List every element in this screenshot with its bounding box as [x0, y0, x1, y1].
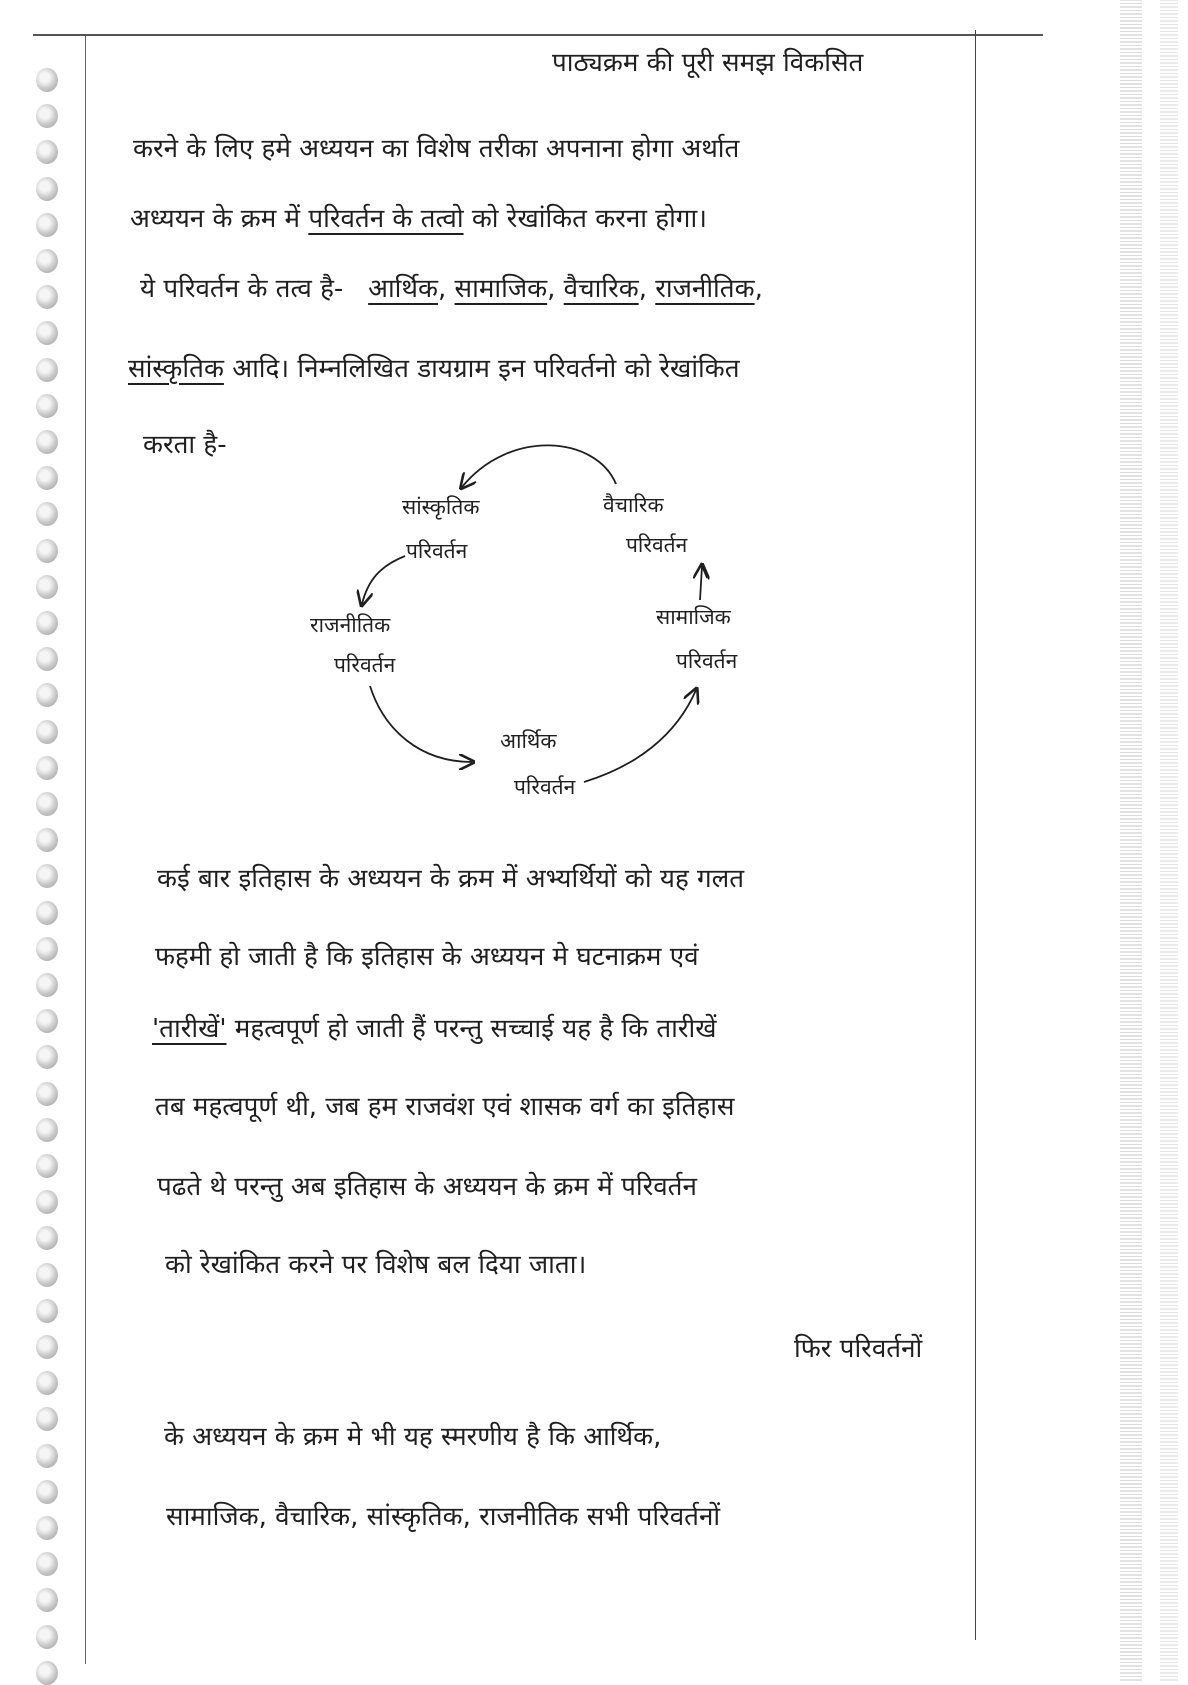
node-label: परिवर्तन	[676, 649, 738, 673]
underlined-term: आर्थिक	[368, 274, 438, 304]
node-label: वैचारिक	[603, 493, 664, 517]
node-label: सांस्कृतिक	[402, 495, 480, 519]
text-line-10: तब महत्वपूर्ण थी, जब हम राजवंश एवं शासक वर्ग का इतिहास	[155, 1092, 735, 1122]
underlined-term: परिवर्तन के तत्वो	[308, 204, 464, 234]
text-segment: ये परिवर्तन के तत्व है-	[140, 274, 344, 304]
node-label: परिवर्तन	[406, 539, 468, 563]
node-label: आर्थिक	[500, 729, 557, 753]
text-line-6: करता है-	[143, 430, 227, 460]
comma: ,	[754, 274, 763, 304]
diagram-node-samajik	[656, 605, 738, 673]
diagram-node-rajnitik	[310, 613, 396, 677]
underlined-term: राजनीतिक	[655, 274, 755, 304]
node-label: राजनीतिक	[310, 613, 391, 637]
node-label: परिवर्तन	[626, 533, 688, 557]
text-line-8: फहमी हो जाती है कि इतिहास के अध्ययन मे घटनाक्रम एवं	[155, 942, 699, 972]
text-line-9	[152, 1012, 717, 1046]
cycle-arrow	[362, 556, 405, 604]
comma: ,	[638, 274, 647, 304]
cycle-arrow	[462, 445, 616, 487]
text-line-2: करने के लिए हमे अध्ययन का विशेष तरीका अपनाना होगा अर्थात	[133, 134, 740, 164]
underlined-term: सामाजिक	[454, 274, 548, 304]
underlined-term: सांस्कृतिक	[128, 354, 224, 384]
text-line-12: को रेखांकित करने पर विशेष बल दिया जाता।	[165, 1250, 587, 1280]
text-segment: अध्ययन के क्रम में	[130, 204, 301, 234]
cycle-arrow	[700, 566, 702, 600]
node-label: परिवर्तन	[334, 653, 396, 677]
text-line-7: कई बार इतिहास के अध्ययन के क्रम में अभ्यर्थियों को यह गलत	[157, 864, 745, 894]
underlined-term: वैचारिक	[563, 274, 639, 304]
cycle-arrow	[584, 690, 696, 782]
diagram-node-aarthik	[500, 729, 576, 799]
comma: ,	[547, 274, 556, 304]
text-line-11: पढते थे परन्तु अब इतिहास के अध्ययन के क्रम में परिवर्तन	[157, 1172, 697, 1202]
node-label: परिवर्तन	[514, 775, 576, 799]
underlined-term: 'तारीखें'	[152, 1014, 227, 1044]
text-line-1: पाठ्यक्रम की पूरी समझ विकसित	[552, 48, 864, 78]
node-label: सामाजिक	[656, 605, 731, 629]
comma: ,	[438, 274, 447, 304]
text-segment: आदि। निम्नलिखित डायग्राम इन परिवर्तनो को रेखांकित	[232, 354, 740, 384]
diagram-node-vaicharik	[603, 493, 688, 557]
text-line-14: के अध्ययन के क्रम मे भी यह स्मरणीय है कि आर्थिक,	[164, 1422, 662, 1452]
text-line-15: सामाजिक, वैचारिक, सांस्कृतिक, राजनीतिक सभी परिवर्तनों	[166, 1502, 721, 1532]
cycle-arrow	[370, 686, 472, 762]
diagram-node-sanskritik	[402, 495, 480, 563]
text-segment: को रेखांकित करना होगा।	[471, 204, 708, 234]
text-segment: महत्वपूर्ण हो जाती हैं परन्तु सच्चाई यह है कि तारीखें	[234, 1014, 717, 1044]
text-line-13: फिर परिवर्तनों	[794, 1334, 923, 1364]
cycle-arrow-tick	[702, 566, 707, 578]
